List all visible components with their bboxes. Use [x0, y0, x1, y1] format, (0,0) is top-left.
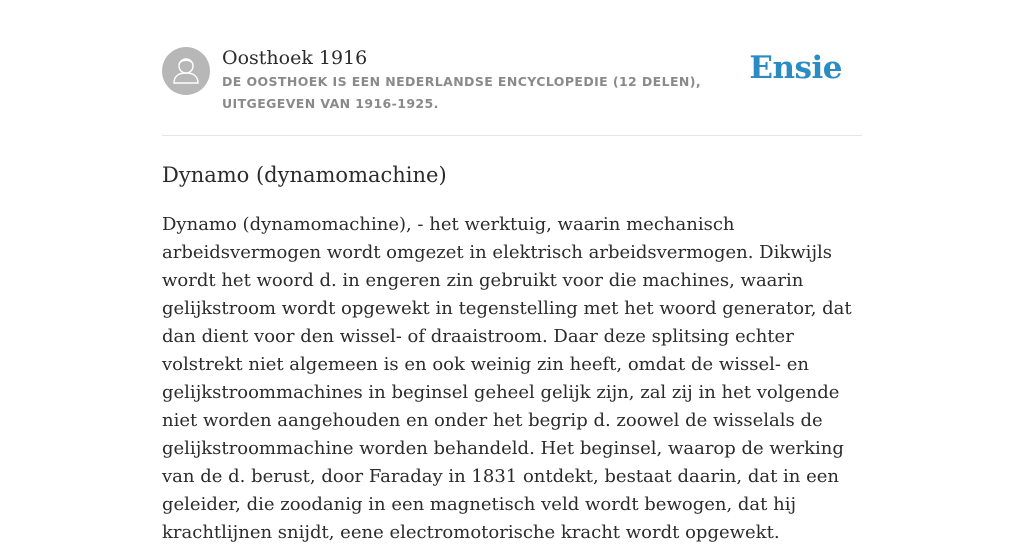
source-info [222, 45, 762, 115]
user-silhouette-icon [162, 47, 210, 95]
source-title[interactable]: Oosthoek 1916 [222, 47, 368, 69]
article-body: Dynamo (dynamomachine), - het werktuig, waarin mechanisch arbeidsvermogen wordt omgezet in elektrisch arbeidsvermogen. Dikwijls wordt het woord d. in engeren zin gebruikt voor die machines, waarin gelijkstroom wordt opgewekt in tegenstelling met het woord generator, dat dan dient voor den wissel- of draaistroom. Daar deze splitsing echter volstrekt niet algemeen is en ook weinig zin heeft, omdat de wissel- en gelijkstroommachines in beginsel geheel gelijk zijn, zal zij in het volgende niet worden aangehouden en onder het begrip d. zoowel de wisselals de gelijkstroommachine worden behandeld. Het beginsel, waarop de werking van de d. berust, door Faraday in 1831 ontdekt, bestaat daarin, dat in een geleider, die zoodanig in een magnetisch veld wordt bewogen, dat hij krachtlijnen snijdt, eene electromotorische kracht wordt opgewekt. [162, 214, 852, 543]
article-title: Dynamo (dynamomachine) [162, 163, 447, 187]
content-column [162, 0, 862, 547]
source-avatar[interactable] [162, 47, 210, 95]
ensie-logo[interactable]: Ensie [749, 50, 842, 86]
source-description: DE OOSTHOEK IS EEN NEDERLANDSE ENCYCLOPEDIE (12 DELEN), UITGEGEVEN VAN 1916-1925. [222, 74, 702, 111]
source-header [162, 0, 862, 136]
